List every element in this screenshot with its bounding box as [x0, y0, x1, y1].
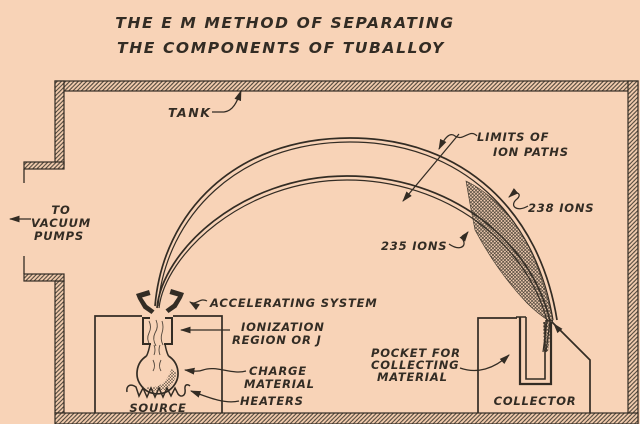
pocket-label-line1: POCKET FOR — [371, 346, 461, 360]
charge-label-line1: CHARGE — [249, 364, 307, 378]
ionization-label-line1: IONIZATION — [241, 320, 325, 334]
charge-label-line2: MATERIAL — [244, 377, 315, 391]
ions-235-label: 235 IONS — [381, 239, 448, 253]
vacuum-port-bottom-lip — [24, 274, 64, 281]
tank-label: TANK — [168, 105, 212, 120]
tank-wall-right — [628, 81, 638, 424]
title-line1: THE E M METHOD OF SEPARATING — [115, 14, 455, 32]
tank-wall-left-upper — [55, 81, 64, 165]
collector-label: COLLECTOR — [493, 394, 577, 408]
accelerating-system-label: ACCELERATING SYSTEM — [210, 296, 378, 310]
heaters-label: HEATERS — [240, 394, 304, 408]
limits-label-line1: LIMITS OF — [477, 130, 550, 144]
ionization-chamber — [143, 318, 172, 344]
limits-label-line2: ION PATHS — [493, 145, 569, 159]
title-line2: THE COMPONENTS OF TUBALLOY — [117, 39, 445, 57]
ionization-label-line2: REGION OR J — [232, 333, 322, 347]
vacuum-label-line1: TO — [51, 203, 71, 217]
vacuum-label-line2: VACUUM — [30, 216, 92, 230]
source-label: SOURCE — [129, 401, 187, 415]
pocket-label-line2: COLLECTING — [371, 358, 460, 372]
vacuum-label-line3: PUMPS — [34, 229, 84, 243]
tank-wall-left-lower — [55, 281, 64, 413]
vacuum-port-top-lip — [24, 162, 64, 169]
ions-238-label: 238 IONS — [528, 201, 595, 215]
pocket-label-line3: MATERIAL — [377, 370, 448, 384]
tank-wall-top — [55, 81, 638, 91]
